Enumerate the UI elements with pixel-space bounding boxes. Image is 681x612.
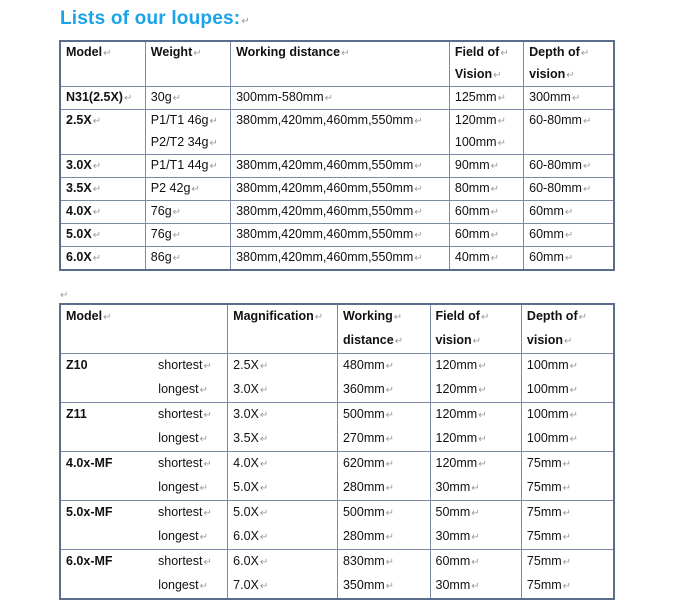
cell-text: 60-80mm↵ (529, 113, 592, 127)
cell-text: Working distance↵ (236, 45, 350, 59)
cell-text: 90mm↵ (454, 158, 499, 172)
cell-text: 120mm↵ (435, 456, 487, 470)
cell-text: shortest↵ (158, 358, 212, 372)
cell-text: 380mm,420mm,460mm,550mm↵ (236, 227, 423, 241)
cell-text: shortest↵ (158, 407, 212, 421)
cell-text: longest↵ (158, 480, 208, 494)
cell-text: Model↵ (66, 309, 112, 323)
depth-of-vision-cell (524, 201, 614, 224)
header-cell (228, 304, 338, 354)
range-labels (158, 354, 212, 402)
model-name: 6.0x-MF (66, 554, 113, 568)
cell-text: 7.0X↵ (233, 578, 269, 592)
cell-text: 4.0X↵ (233, 456, 269, 470)
cell-text: Working↵ (342, 309, 403, 323)
model-name: Z11 (66, 407, 87, 421)
cell-text: Magnification↵ (233, 309, 324, 323)
cell-text: 75mm↵ (526, 505, 572, 519)
cell-text: vision↵ (435, 333, 482, 347)
cell-text: 360mm↵ (342, 382, 395, 396)
table-row (60, 452, 614, 501)
table-row (60, 178, 614, 201)
magnification-cell (228, 452, 338, 501)
magnification-cell (228, 354, 338, 403)
depth-of-vision-cell (521, 501, 614, 550)
depth-of-vision-cell (521, 354, 614, 403)
cell-text: 75mm↵ (526, 456, 572, 470)
model-cell (60, 403, 228, 452)
model-cell (60, 247, 145, 271)
cell-text: 380mm,420mm,460mm,550mm↵ (236, 113, 423, 127)
cell-text: 30mm↵ (435, 480, 480, 494)
table-row (60, 550, 614, 600)
cell-text: P1/T1 44g↵ (150, 158, 218, 172)
cell-text: 100mm↵ (454, 135, 506, 149)
weight-cell (145, 224, 230, 247)
cell-text: 60mm↵ (454, 204, 499, 218)
weight-cell (145, 155, 230, 178)
cell-text: 86g↵ (150, 250, 182, 264)
depth-of-vision-cell (524, 110, 614, 155)
cell-text: 380mm,420mm,460mm,550mm↵ (236, 181, 423, 195)
cell-text: 100mm↵ (526, 407, 578, 421)
cell-text: 30g↵ (150, 90, 182, 104)
cell-text: 75mm↵ (526, 480, 572, 494)
cell-text: 480mm↵ (342, 358, 395, 372)
cell-text: 280mm↵ (342, 529, 395, 543)
table-row (60, 87, 614, 110)
cell-text: P1/T1 46g↵ (150, 113, 218, 127)
weight-cell (145, 178, 230, 201)
zoom-loupe-table (59, 303, 615, 600)
cell-text: 60mm↵ (529, 204, 574, 218)
cell-text: Field of↵ (435, 309, 490, 323)
model-wrap (66, 550, 223, 598)
cell-text: 75mm↵ (526, 554, 572, 568)
cell-text: 830mm↵ (342, 554, 395, 568)
model-cell (60, 87, 145, 110)
cell-text: shortest↵ (158, 554, 212, 568)
table-row (60, 224, 614, 247)
cell-text: 80mm↵ (454, 181, 499, 195)
cell-text: 5.0X↵ (66, 227, 102, 241)
model-cell (60, 178, 145, 201)
cell-text: 500mm↵ (342, 407, 395, 421)
cell-text: 60-80mm↵ (529, 181, 592, 195)
cell-text: vision↵ (526, 333, 573, 347)
cell-text: 6.0X↵ (66, 250, 102, 264)
depth-of-vision-cell (521, 452, 614, 501)
cell-text: 60-80mm↵ (529, 158, 592, 172)
cell-text: 50mm↵ (435, 505, 480, 519)
cell-text: longest↵ (158, 382, 208, 396)
header-cell (521, 304, 614, 354)
cell-text: 60mm↵ (529, 250, 574, 264)
cell-text: 40mm↵ (454, 250, 499, 264)
cell-text: 380mm,420mm,460mm,550mm↵ (236, 158, 423, 172)
depth-of-vision-cell (524, 247, 614, 271)
header-cell (145, 41, 230, 87)
cell-text: N31(2.5X)↵ (66, 90, 133, 104)
table-row (60, 354, 614, 403)
cell-text: 120mm↵ (454, 113, 506, 127)
page-title: Lists of our loupes:↵ (60, 8, 250, 29)
field-of-vision-cell (449, 110, 523, 155)
field-of-vision-cell (430, 354, 521, 403)
cell-text: longest↵ (158, 578, 208, 592)
header-row (60, 41, 614, 87)
cell-text: 120mm↵ (435, 358, 487, 372)
loupe-weight-table (59, 40, 615, 271)
field-of-vision-cell (449, 201, 523, 224)
cell-text: 5.0X↵ (233, 505, 269, 519)
cell-text: Model↵ (66, 45, 112, 59)
working-distance-cell (231, 201, 450, 224)
cell-text: 500mm↵ (342, 505, 395, 519)
header-cell (430, 304, 521, 354)
cell-text: P2 42g↵ (150, 181, 200, 195)
field-of-vision-cell (449, 87, 523, 110)
cell-text: longest↵ (158, 529, 208, 543)
magnification-cell (228, 501, 338, 550)
cell-text: 380mm,420mm,460mm,550mm↵ (236, 250, 423, 264)
field-of-vision-cell (430, 403, 521, 452)
cell-text: 75mm↵ (526, 529, 572, 543)
cell-text: shortest↵ (158, 456, 212, 470)
cell-text: 60mm↵ (454, 227, 499, 241)
cell-text: 270mm↵ (342, 431, 395, 445)
cell-text: Weight↵ (150, 45, 202, 59)
model-cell (60, 501, 228, 550)
working-distance-cell (337, 354, 430, 403)
table-row (60, 201, 614, 224)
range-labels (158, 501, 212, 549)
working-distance-cell (337, 501, 430, 550)
cell-text: 120mm↵ (435, 382, 487, 396)
cell-text: 6.0X↵ (233, 529, 269, 543)
working-distance-cell (231, 224, 450, 247)
model-cell (60, 155, 145, 178)
range-labels (158, 403, 212, 451)
model-cell (60, 110, 145, 155)
depth-of-vision-cell (524, 224, 614, 247)
cell-text: 76g↵ (150, 204, 182, 218)
depth-of-vision-cell (524, 155, 614, 178)
depth-of-vision-cell (521, 550, 614, 600)
working-distance-cell (231, 110, 450, 155)
weight-cell (145, 201, 230, 224)
working-distance-cell (231, 87, 450, 110)
cell-text: 100mm↵ (526, 382, 578, 396)
working-distance-cell (337, 550, 430, 600)
cell-text: distance↵ (342, 333, 404, 347)
cell-text: 3.5X↵ (66, 181, 102, 195)
cell-text: 125mm↵ (454, 90, 506, 104)
working-distance-cell (231, 178, 450, 201)
model-cell (60, 452, 228, 501)
working-distance-cell (337, 403, 430, 452)
table-row (60, 110, 614, 155)
table-row (60, 501, 614, 550)
header-cell (449, 41, 523, 87)
model-wrap (66, 452, 223, 500)
cell-text: 100mm↵ (526, 431, 578, 445)
header-cell (231, 41, 450, 87)
field-of-vision-cell (430, 550, 521, 600)
cell-text: 3.0X↵ (233, 407, 269, 421)
cell-text: Vision↵ (454, 67, 502, 81)
depth-of-vision-cell (524, 87, 614, 110)
cell-text: 380mm,420mm,460mm,550mm↵ (236, 204, 423, 218)
cell-text: 620mm↵ (342, 456, 395, 470)
table-row (60, 403, 614, 452)
cell-text: 5.0X↵ (233, 480, 269, 494)
header-cell (60, 41, 145, 87)
model-name: 5.0x-MF (66, 505, 113, 519)
cell-text: Depth of↵ (526, 309, 587, 323)
field-of-vision-cell (449, 247, 523, 271)
table-row (60, 155, 614, 178)
cell-text: 60mm↵ (529, 227, 574, 241)
weight-cell (145, 247, 230, 271)
cell-text: Depth of↵ (529, 45, 590, 59)
model-name: 4.0x-MF (66, 456, 113, 470)
model-cell (60, 354, 228, 403)
field-of-vision-cell (449, 178, 523, 201)
cell-text: 75mm↵ (526, 578, 572, 592)
cell-text: 300mm↵ (529, 90, 581, 104)
cell-text: P2/T2 34g↵ (150, 135, 218, 149)
model-cell (60, 201, 145, 224)
cell-text: 120mm↵ (435, 407, 487, 421)
cell-text: 30mm↵ (435, 529, 480, 543)
working-distance-cell (231, 247, 450, 271)
model-wrap (66, 354, 223, 402)
header-cell (524, 41, 614, 87)
cell-text: 2.5X↵ (66, 113, 102, 127)
model-name: Z10 (66, 358, 88, 372)
depth-of-vision-cell (524, 178, 614, 201)
cell-text: 3.0X↵ (233, 382, 269, 396)
model-wrap (66, 403, 223, 451)
cell-text: shortest↵ (158, 505, 212, 519)
cell-text: 300mm-580mm↵ (236, 90, 334, 104)
range-labels (158, 452, 212, 500)
magnification-cell (228, 403, 338, 452)
model-cell (60, 224, 145, 247)
cell-text: Field of↵ (454, 45, 509, 59)
field-of-vision-cell (449, 224, 523, 247)
table-row (60, 247, 614, 271)
weight-cell (145, 87, 230, 110)
magnification-cell (228, 550, 338, 600)
cell-text: 6.0X↵ (233, 554, 269, 568)
field-of-vision-cell (430, 452, 521, 501)
cell-text: 120mm↵ (435, 431, 487, 445)
cell-text: 2.5X↵ (233, 358, 269, 372)
field-of-vision-cell (430, 501, 521, 550)
header-cell (60, 304, 228, 354)
model-cell (60, 550, 228, 600)
working-distance-cell (231, 155, 450, 178)
cell-text: 280mm↵ (342, 480, 395, 494)
model-wrap (66, 501, 223, 549)
cell-text: longest↵ (158, 431, 208, 445)
cell-text: 4.0X↵ (66, 204, 102, 218)
working-distance-cell (337, 452, 430, 501)
cell-text: 100mm↵ (526, 358, 578, 372)
cell-text: vision↵ (529, 67, 575, 81)
field-of-vision-cell (449, 155, 523, 178)
cell-text: 30mm↵ (435, 578, 480, 592)
header-row (60, 304, 614, 354)
range-labels (158, 550, 212, 598)
cell-text: 350mm↵ (342, 578, 395, 592)
cell-text: 60mm↵ (435, 554, 480, 568)
cell-text: 3.5X↵ (233, 431, 269, 445)
header-cell (337, 304, 430, 354)
cell-text: 3.0X↵ (66, 158, 102, 172)
weight-cell (145, 110, 230, 155)
cell-text: 76g↵ (150, 227, 182, 241)
depth-of-vision-cell (521, 403, 614, 452)
